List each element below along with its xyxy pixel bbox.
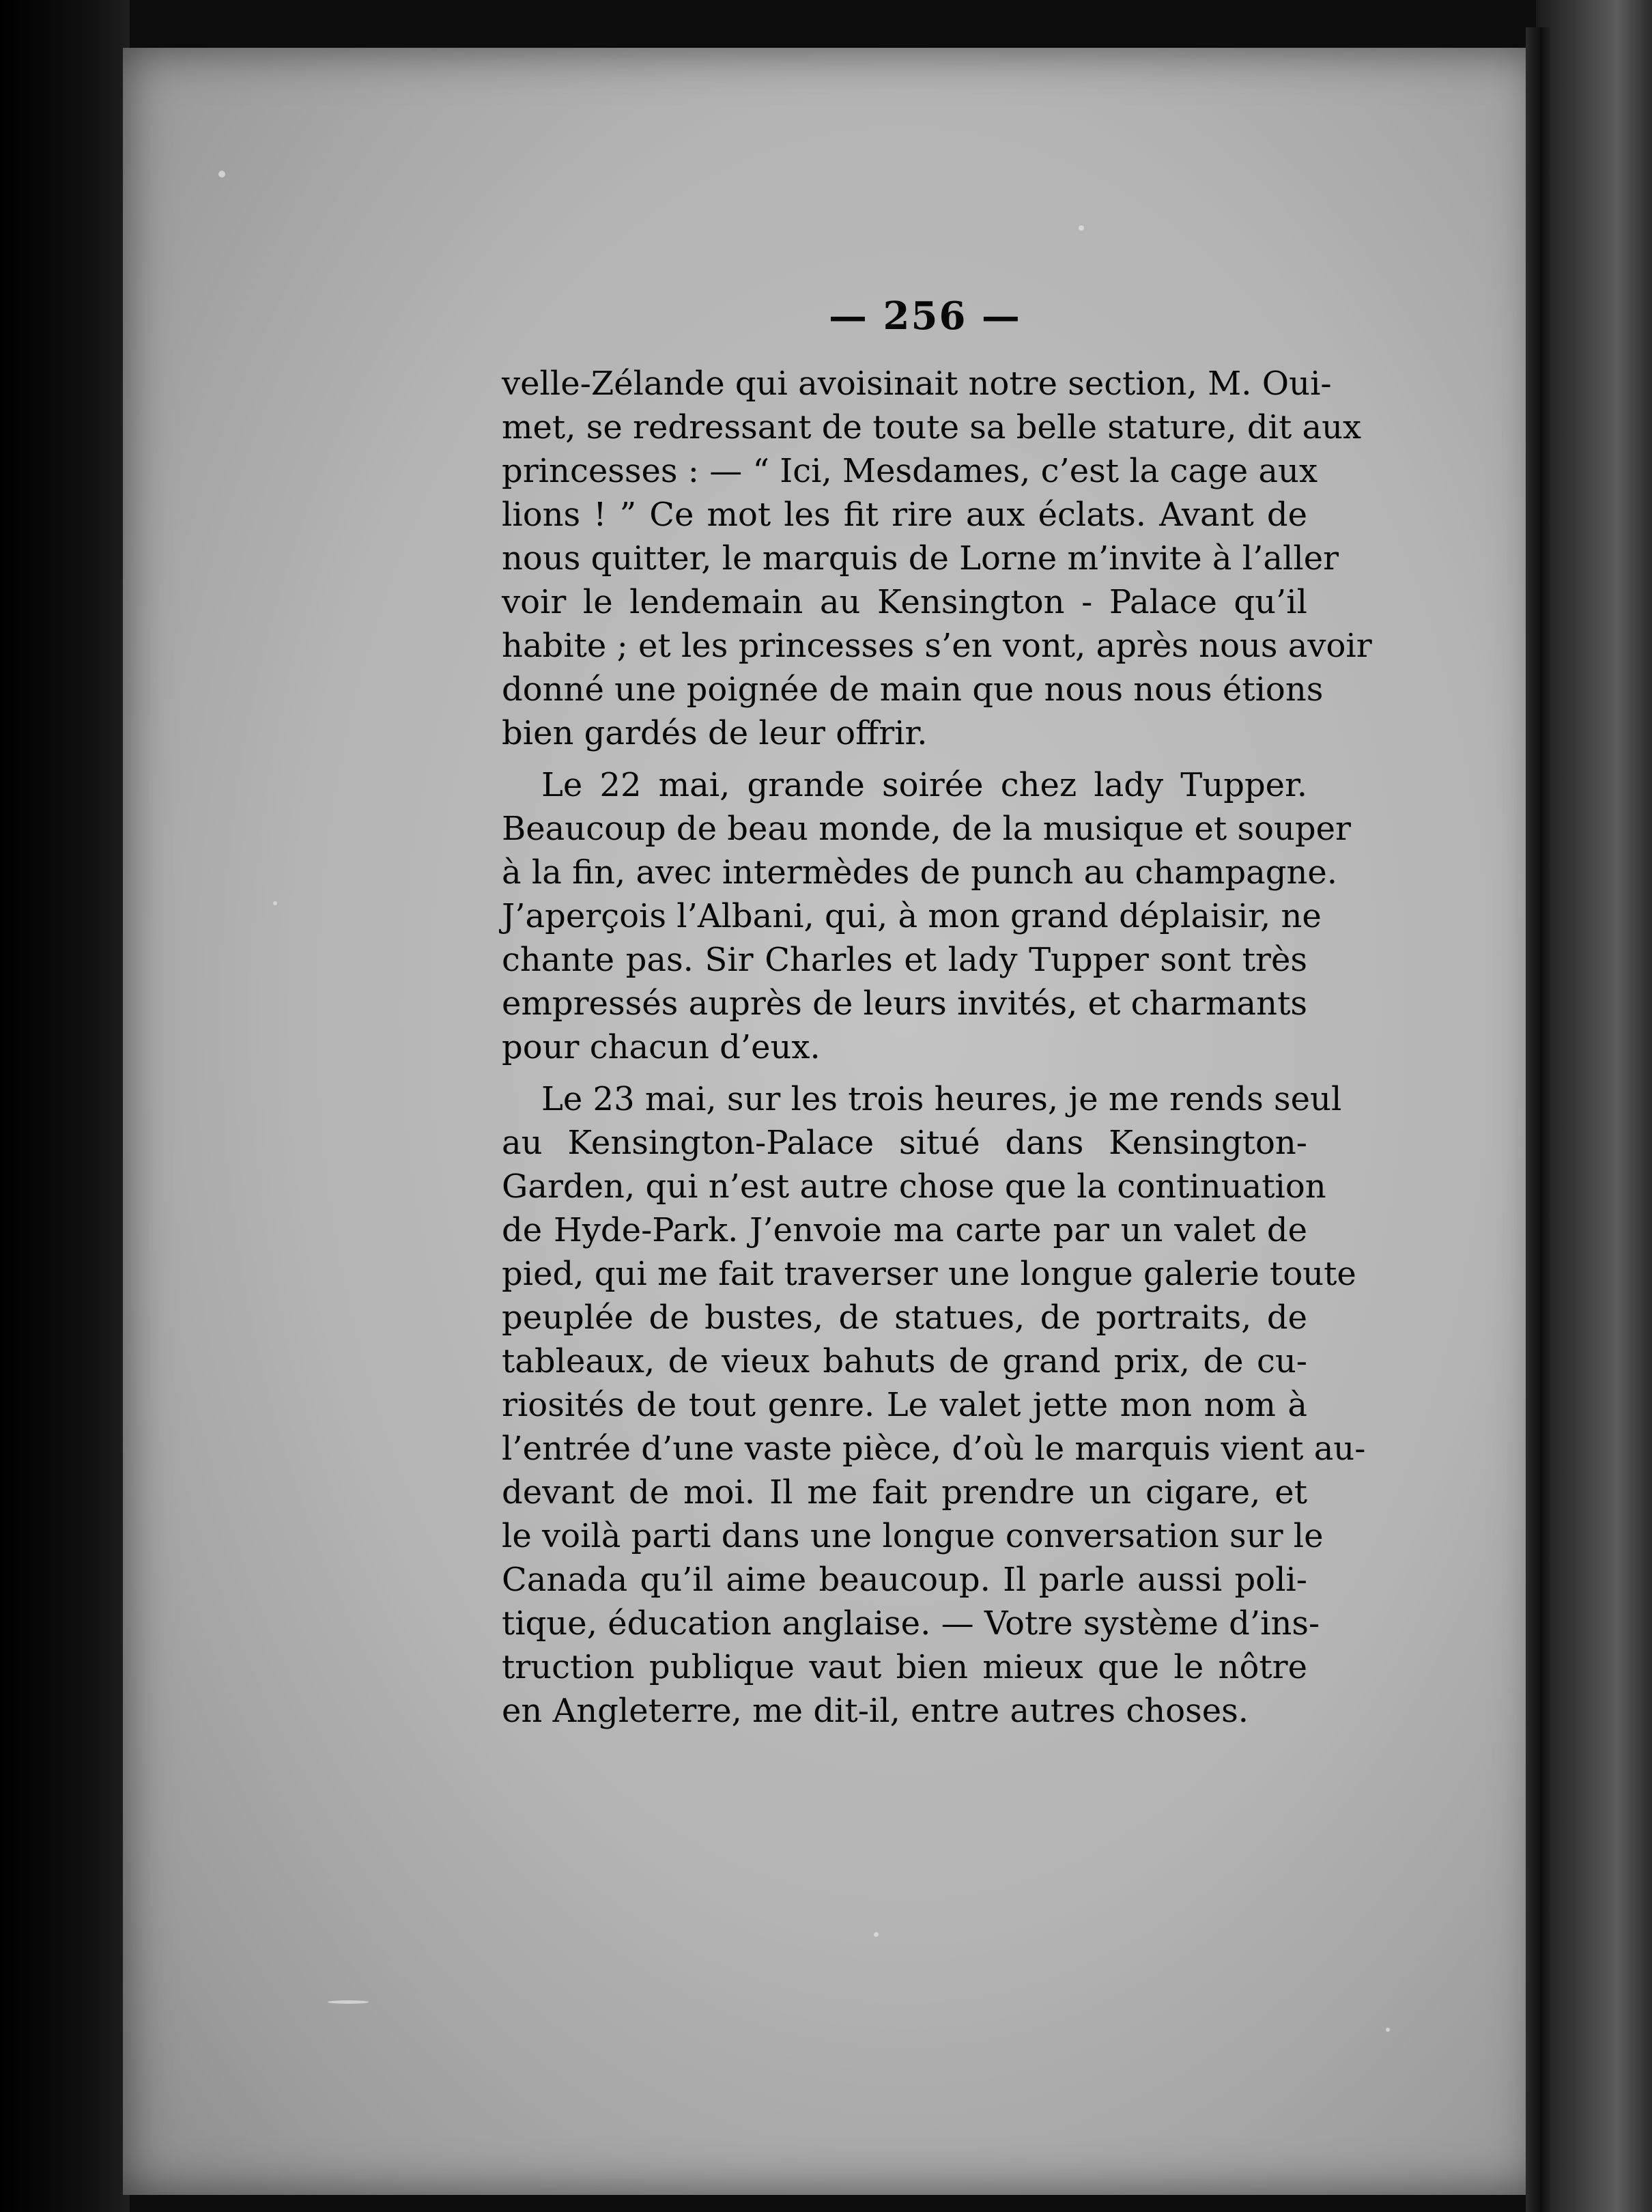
paper-speck (1079, 225, 1084, 231)
text-line: l’entrée d’une vaste pièce, d’où le marquis vient au- (502, 1430, 1366, 1468)
text-line: tique, éducation anglaise. — Votre système d’ins- (502, 1604, 1320, 1643)
text-line: Garden, qui n’est autre chose que la continuation (502, 1167, 1326, 1206)
text-line: tableaux, de vieux bahuts de grand prix, de cu- (502, 1342, 1307, 1380)
text-line: le voilà parti dans une longue conversation sur le (502, 1517, 1324, 1555)
text-line: J’aperçois l’Albani, qui, à mon grand déplaisir, ne (502, 897, 1322, 935)
paper-speck (874, 1932, 879, 1937)
text-line: Beaucoup de beau monde, de la musique et souper (502, 810, 1351, 848)
page-number: — 256 — (829, 294, 1021, 339)
text-line: empressés auprès de leurs invités, et charmants (502, 984, 1307, 1023)
text-line: de Hyde-Park. J’envoie ma carte par un valet de (502, 1211, 1307, 1249)
book-spine (1526, 27, 1550, 2212)
text-line: velle-Zélande qui avoisinait notre section, M. Oui- (502, 365, 1332, 403)
text-line: peuplée de bustes, de statues, de portraits, de (502, 1299, 1307, 1337)
text-line: met, se redressant de toute sa belle stature, dit aux (502, 408, 1362, 446)
text-line: à la fin, avec intermèdes de punch au champagne. (502, 853, 1338, 892)
paper-speck (328, 2000, 369, 2004)
text-line: chante pas. Sir Charles et lady Tupper sont très (502, 941, 1307, 979)
text-line: Canada qu’il aime beaucoup. Il parle aussi poli- (502, 1561, 1307, 1599)
text-line: truction publique vaut bien mieux que le nôtre (502, 1648, 1307, 1686)
page-text (502, 294, 1372, 1733)
text-line: donné une poignée de main que nous nous étions (502, 670, 1324, 709)
facing-page-edge (1536, 0, 1652, 2212)
text-line: pied, qui me fait traverser une longue galerie toute (502, 1255, 1356, 1293)
text-line: Le 22 mai, grande soirée chez lady Tupper. (541, 766, 1307, 804)
paragraph-3 (502, 1077, 1366, 1733)
paragraph-1 (502, 362, 1372, 755)
text-line: princesses : — “ Ici, Mesdames, c’est la cage aux (502, 452, 1318, 490)
text-line: au Kensington-Palace situé dans Kensington- (502, 1124, 1307, 1162)
text-line: nous quitter, le marquis de Lorne m’invite à l’aller (502, 539, 1339, 578)
text-line: lions ! ” Ce mot les fit rire aux éclats. Avant de (502, 496, 1307, 534)
text-line: Le 23 mai, sur les trois heures, je me rends seul (541, 1080, 1342, 1118)
paper-speck (1386, 2028, 1390, 2032)
text-line: devant de moi. Il me fait prendre un cigare, et (502, 1473, 1307, 1512)
text-line: bien gardés de leur offrir. (502, 714, 928, 752)
paragraph-2 (502, 763, 1351, 1069)
text-line: en Angleterre, me dit-il, entre autres choses. (502, 1692, 1249, 1730)
text-line: pour chacun d’eux. (502, 1028, 821, 1066)
text-line: voir le lendemain au Kensington - Palace qu’il (502, 583, 1307, 621)
paper-speck (273, 901, 277, 905)
paper-speck (218, 171, 225, 178)
text-line: riosités de tout genre. Le valet jette mon nom à (502, 1386, 1307, 1424)
left-margin-shadow (0, 0, 130, 2212)
text-line: habite ; et les princesses s’en vont, après nous avoir (502, 627, 1372, 665)
